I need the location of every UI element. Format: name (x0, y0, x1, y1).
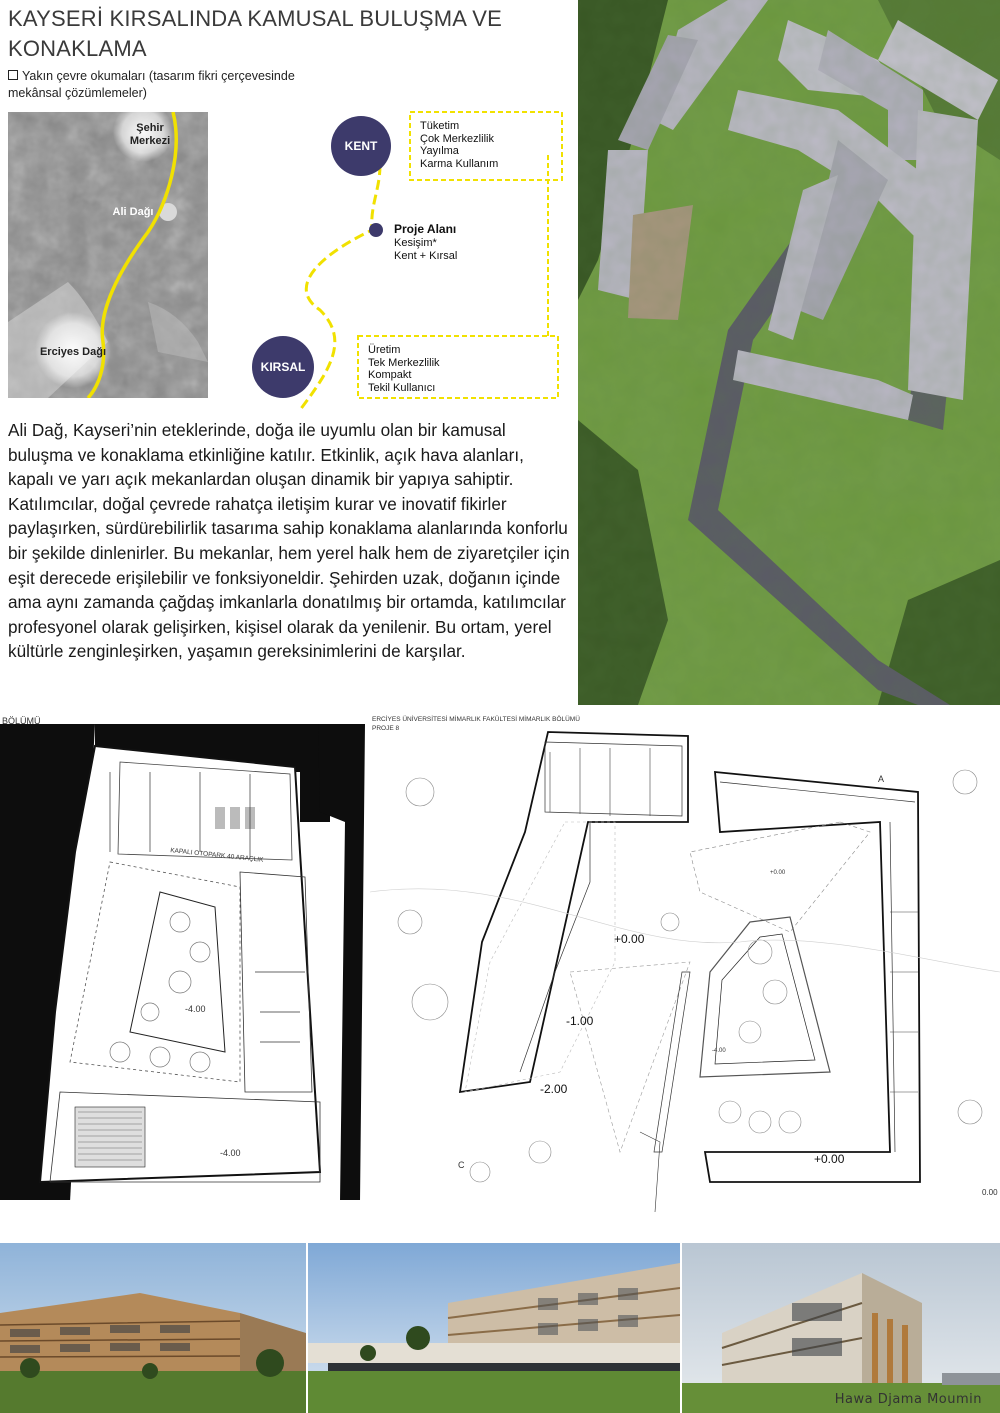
render-1-graphic (0, 1243, 306, 1413)
page-title: KAYSERİ KIRSALINDA KAMUSAL BULUŞMA VE KONAKLAMA (8, 6, 503, 61)
plan-right-header-line2: PROJE 8 (372, 725, 400, 732)
plan-right-header-line1: ERCİYES ÜNİVERSİTESİ MİMARLIK FAKÜLTESİ MİMARLIK BÖLÜMÜ (372, 716, 580, 723)
project-site-title: Proje Alanı (394, 222, 457, 236)
subtitle-text: Yakın çevre okumaları (tasarım fikri çerçevesinde mekânsal çözümlemeler) (8, 69, 295, 100)
level-label-minus2: -2.00 (540, 1082, 568, 1096)
render-perspective-3 (682, 1243, 1000, 1413)
kirsal-prop-1: Üretim (368, 344, 401, 356)
kirsal-label: KIRSAL (260, 360, 306, 374)
level-label-0c: +0.00 (814, 1152, 845, 1166)
kent-prop-1: Tüketim (420, 120, 460, 132)
satellite-map (8, 112, 208, 398)
plan-left-level-1: -4.00 (185, 1004, 206, 1014)
kirsal-prop-2: Tek Merkezlilik (368, 356, 440, 369)
level-label-minus4: -4.00 (712, 1048, 726, 1054)
author-signature: Hawa Djama Moumin (834, 1392, 982, 1407)
plan-drawing-left (0, 712, 370, 1242)
level-label-0b: +0.00 (770, 870, 786, 876)
kent-label: KENT (344, 139, 378, 153)
level-label-0a: +0.00 (614, 932, 645, 946)
map-label-ali-dagi: Ali Dağı (112, 206, 154, 218)
kirsal-properties (368, 344, 518, 394)
plan-drawing-right (370, 712, 1000, 1242)
concept-diagram (230, 110, 570, 410)
kent-prop-4: Karma Kullanım (420, 157, 499, 170)
kirsal-prop-4: Tekil Kullanıcı (368, 381, 436, 394)
kent-properties (420, 120, 560, 170)
kirsal-prop-3: Kompakt (368, 369, 412, 381)
plan-left-graphic (0, 712, 370, 1242)
level-label-edge: 0.00 (982, 1188, 998, 1197)
checkbox-square-icon (8, 70, 18, 80)
kent-prop-2: Çok Merkezlilik (420, 132, 494, 145)
map-label-erciyes: Erciyes Dağı (39, 346, 107, 358)
render-3-graphic (682, 1243, 1000, 1413)
project-site-dot (369, 223, 383, 237)
plan-left-header: BÖLÜMÜ (2, 716, 41, 726)
description-paragraph: Ali Dağ, Kayseri’nin eteklerinde, doğa ile uyumlu olan bir kamusal buluşma ve konaklama etkinliğine katılır. Etkinlik, açık hava alanları, kapalı ve yarı açık mekanlardan oluşan dinamik bir yapıya sahiptir. Katılımcılar, doğal çevrede rahatça iletişim kurar ve inovatif fikirler paylaşırken, sürdürebilirlik tasarıma sahip konaklama alanlarında konforlu bir şekilde dinlenirler. Bu mekanlar, hem yerel halk hem de ziyaretçiler için eşit derecede erişilebilir ve fonksiyoneldir. Şehirden uzak, doğanın içinde ama aynı zamanda çağdaş imkanlarla donatılmış bir ortamda, katılımcılar profesyonel olarak gelişirken, kişisel olarak da yenilenir. Bu ortam, yerel kültürle zenginleşirken, yaşamın gereksinimlerini de karşılar. (8, 420, 570, 662)
level-label-minus1: -1.00 (566, 1014, 594, 1028)
section-marker-a: A (878, 774, 885, 784)
render-2-graphic (308, 1243, 680, 1413)
aerial-render (578, 0, 1000, 705)
render-perspective-2 (308, 1243, 680, 1413)
parking-label: KAPALI OTOPARK 40 ARAÇLIK (169, 847, 264, 864)
section-marker-c: C (458, 1160, 465, 1170)
render-perspective-1 (0, 1243, 306, 1413)
section-subtitle (8, 68, 308, 102)
plan-left-level-2: -4.00 (220, 1148, 241, 1158)
project-site-line1: Kesişim* (394, 237, 437, 249)
kent-prop-3: Yayılma (420, 145, 459, 157)
project-site-line2: Kent + Kırsal (394, 249, 458, 262)
project-site-text (394, 222, 514, 262)
map-label-city-center: Şehir Merkezi (129, 122, 171, 147)
aerial-render-graphic (578, 0, 1000, 705)
